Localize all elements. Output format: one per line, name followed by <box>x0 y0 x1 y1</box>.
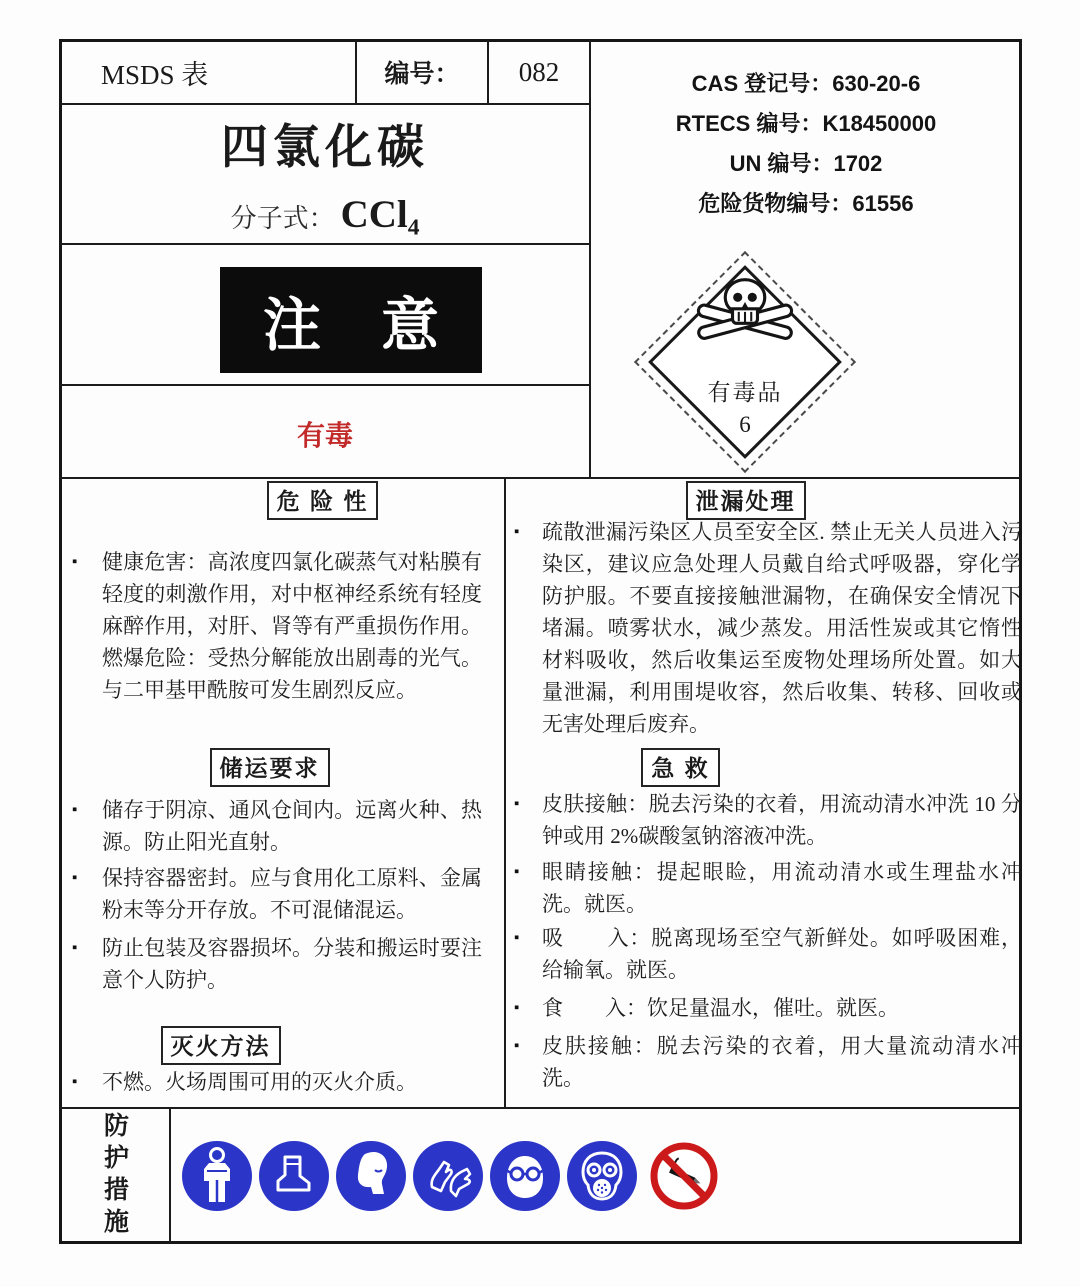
bullet-square-icon: ▪ <box>514 524 520 540</box>
list-item: ▪ 疏散泄漏污染区人员至安全区. 禁止无关人员进入污染区，建议应急处理人员戴自给式呼吸器，穿化学防护服。不要直接接触泄漏物，在确保安全情况下堵漏。喷雾状水，减少蒸发。用活性炭或其它惰性材料吸收，然后收集运至废物处理场所处置。如大量泄漏，利用围堤收容，然后收集、转移、回收或无害处理后废弃。 <box>514 516 1022 740</box>
protection-measures-label: 防护措施 <box>100 1111 129 1240</box>
cas-number: CAS 登记号：630-20-6 <box>691 70 921 96</box>
divider-right-panel <box>589 40 591 478</box>
notice-banner: 注 意 <box>220 267 482 373</box>
list-item: ▪ 眼睛接触：提起眼睑，用流动清水或生理盐水冲洗。就医。 <box>514 856 1022 920</box>
diamond-class-number: 6 <box>739 412 751 437</box>
section-header-fire: 灭火方法 <box>60 1026 505 1065</box>
dangerous-goods-number: 危险货物编号：61556 <box>698 190 914 216</box>
protective-gloves-icon <box>412 1140 484 1212</box>
section-header-storage: 储运要求 <box>60 748 505 787</box>
bullet-square-icon: ▪ <box>514 864 520 880</box>
list-item: ▪ 健康危害：高浓度四氯化碳蒸气对粘膜有轻度的刺激作用，对中枢神经系统有轻度麻醉作用，对肝、肾等有严重损伤作用。燃爆危险：受热分解能放出剧毒的光气。与二甲基甲酰胺可发生剧烈反应。 <box>72 546 482 706</box>
section-header-first-aid: 急 救 <box>505 748 1022 787</box>
molecular-formula <box>60 192 590 237</box>
safety-goggles-icon <box>489 1140 561 1212</box>
list-item: ▪ 保持容器密封。应与食用化工原料、金属粉末等分开存放。不可混储混运。 <box>72 862 482 926</box>
bullet-square-icon: ▪ <box>72 554 78 570</box>
bullet-square-icon: ▪ <box>514 796 520 812</box>
bullet-square-icon: ▪ <box>72 940 78 956</box>
gas-mask-icon <box>566 1140 638 1212</box>
divider-title-row <box>60 243 591 245</box>
bullet-square-icon: ▪ <box>514 1038 520 1054</box>
list-item: ▪ 吸 入：脱离现场至空气新鲜处。如呼吸困难，给输氧。就医。 <box>514 922 1022 986</box>
toxic-label: 有毒 <box>296 420 353 451</box>
serial-no-label: 编号： <box>384 60 460 88</box>
bullet-square-icon: ▪ <box>514 930 520 946</box>
section-header-hazard: 危 险 性 <box>60 481 505 520</box>
no-smoking-icon <box>647 1139 721 1213</box>
bullet-square-icon: ▪ <box>72 870 78 886</box>
diamond-label: 有毒品 <box>707 379 783 405</box>
serial-no-value: 082 <box>518 56 560 87</box>
hazard-diamond <box>635 252 855 472</box>
protection-icons-row <box>181 1139 721 1213</box>
formula-value: CCl₄ <box>340 193 420 236</box>
formula-label: 分子式： <box>230 204 335 233</box>
list-item: ▪ 食 入：饮足量温水，催吐。就医。 <box>514 992 1022 1024</box>
divider-notice-row <box>60 384 591 386</box>
list-item: ▪ 不燃。火场周围可用的灭火介质。 <box>72 1066 482 1098</box>
skull-crossbones-icon <box>693 274 797 356</box>
list-item: ▪ 储存于阴凉、通风仓间内。远离火种、热源。防止阳光直射。 <box>72 794 482 858</box>
list-item: ▪ 皮肤接触：脱去污染的衣着，用大量流动清水冲洗。 <box>514 1030 1022 1094</box>
bullet-square-icon: ▪ <box>72 802 78 818</box>
registry-panel <box>592 42 1020 242</box>
section-header-leak: 泄漏处理 <box>505 481 1022 520</box>
list-item: ▪ 皮肤接触：脱去污染的衣着，用流动清水冲洗 10 分钟或用 2%碳酸氢钠溶液冲洗。 <box>514 788 1022 852</box>
bullet-square-icon: ▪ <box>72 1074 78 1090</box>
rtecs-number: RTECS 编号：K18450000 <box>675 110 937 136</box>
head-protection-icon <box>335 1140 407 1212</box>
divider-upper-block <box>60 477 1021 479</box>
divider-columns <box>504 478 506 1108</box>
protective-suit-icon <box>181 1140 253 1212</box>
divider-header-row <box>60 103 591 105</box>
safety-boots-icon <box>258 1140 330 1212</box>
msds-label: MSDS 表 <box>101 59 209 90</box>
divider-protection-label <box>169 1108 171 1243</box>
bullet-square-icon: ▪ <box>514 1000 520 1016</box>
divider-protection-row <box>60 1107 1021 1109</box>
chemical-title: 四氯化碳 <box>221 120 429 173</box>
un-number: UN 编号：1702 <box>729 150 883 176</box>
list-item: ▪ 防止包装及容器损坏。分装和搬运时要注意个人防护。 <box>72 932 482 996</box>
